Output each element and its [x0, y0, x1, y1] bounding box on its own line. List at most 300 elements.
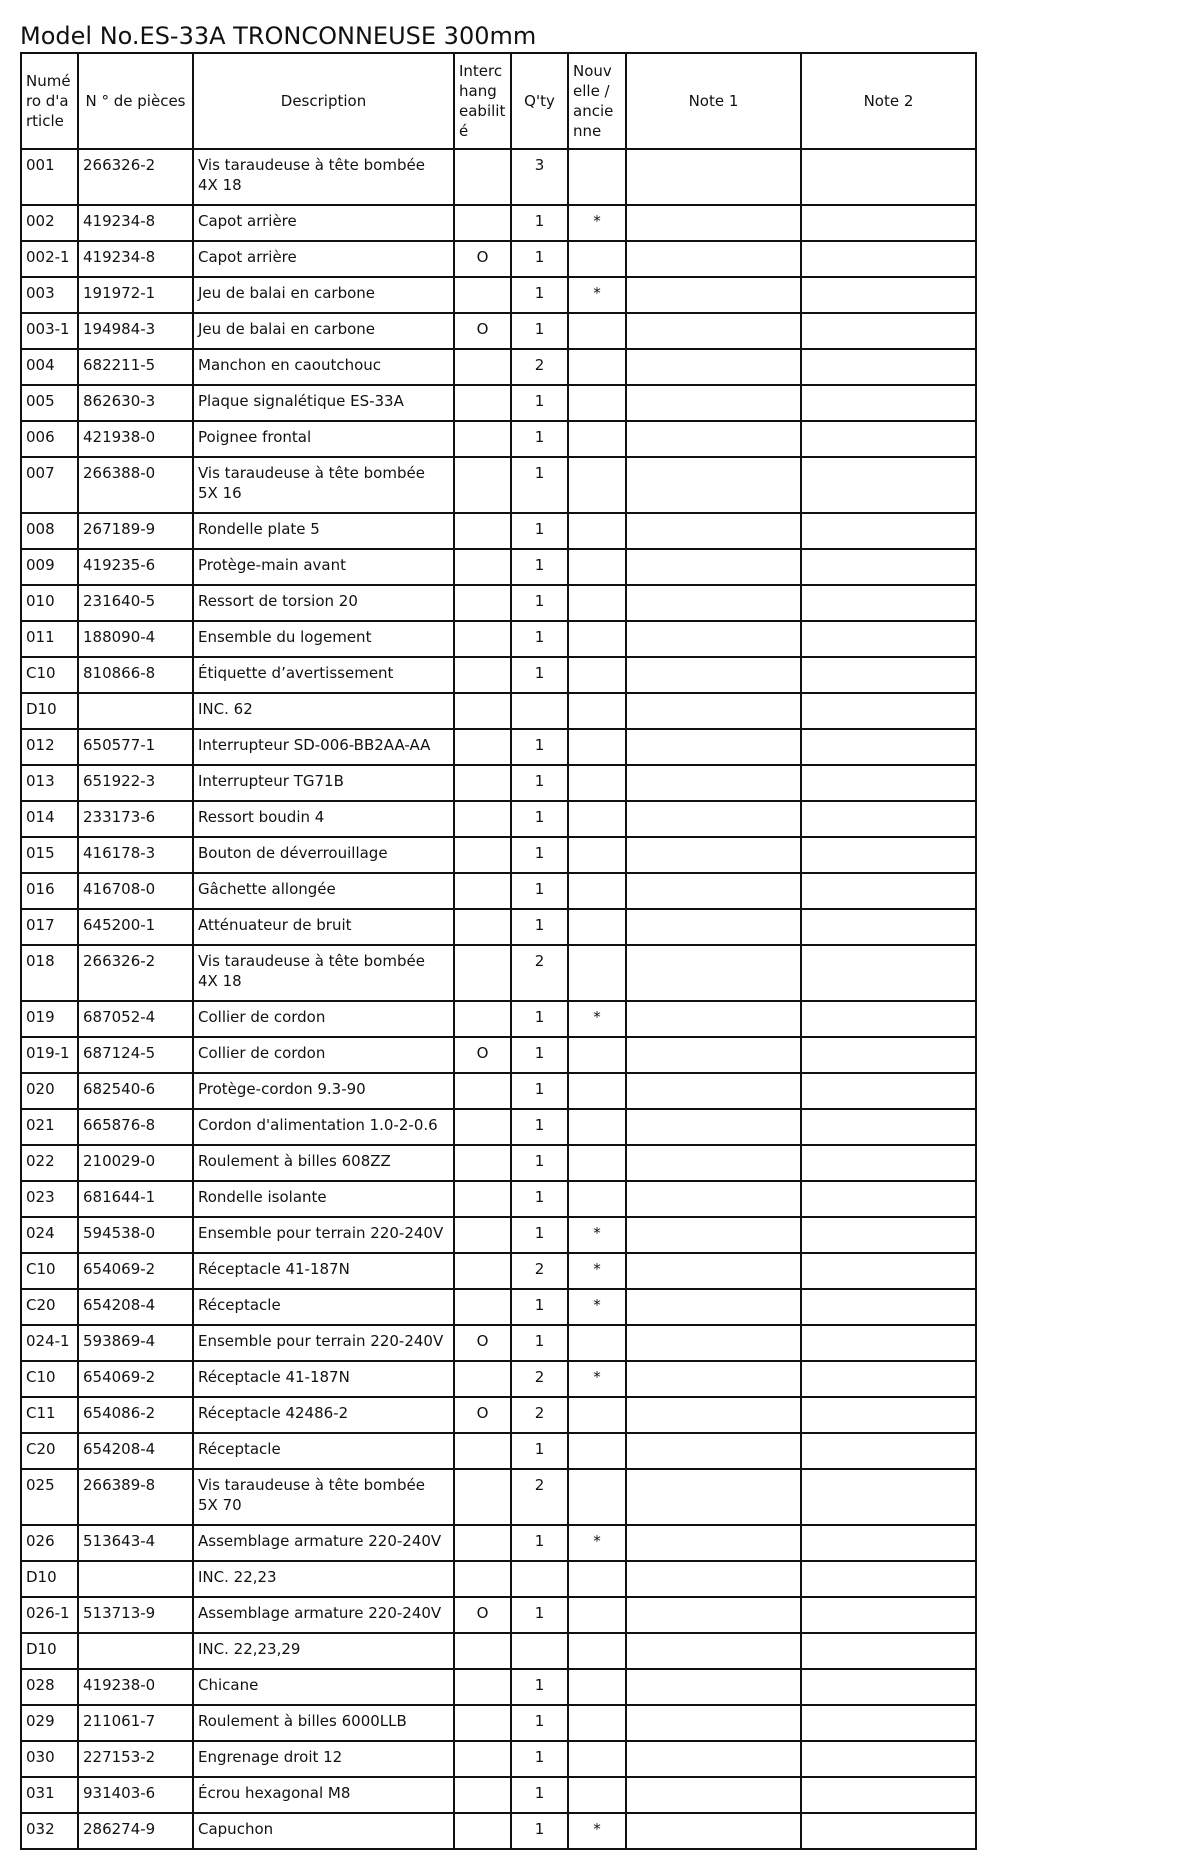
cell-new-old	[568, 1433, 626, 1469]
cell-note-1	[626, 205, 801, 241]
cell-description: Poignee frontal	[193, 421, 454, 457]
table-row	[21, 457, 976, 513]
table-row	[21, 277, 976, 313]
cell-note-2	[801, 205, 976, 241]
cell-note-2	[801, 1561, 976, 1597]
cell-new-old	[568, 1073, 626, 1109]
cell-description: Bouton de déverrouillage	[193, 837, 454, 873]
cell-part-no: 416178-3	[78, 837, 193, 873]
table-row	[21, 349, 976, 385]
cell-description: INC. 62	[193, 693, 454, 729]
cell-qty: 2	[511, 1469, 568, 1525]
cell-note-2	[801, 313, 976, 349]
cell-note-1	[626, 765, 801, 801]
cell-new-old	[568, 149, 626, 205]
cell-new-old	[568, 1561, 626, 1597]
cell-new-old	[568, 1741, 626, 1777]
cell-part-no: 645200-1	[78, 909, 193, 945]
cell-note-2	[801, 149, 976, 205]
cell-item-no: 019-1	[21, 1037, 78, 1073]
table-row	[21, 1433, 976, 1469]
cell-qty: 1	[511, 1597, 568, 1633]
cell-note-2	[801, 801, 976, 837]
cell-note-1	[626, 313, 801, 349]
cell-interchangeability	[454, 149, 511, 205]
cell-note-1	[626, 1037, 801, 1073]
cell-new-old	[568, 1669, 626, 1705]
cell-qty: 1	[511, 657, 568, 693]
cell-part-no: 665876-8	[78, 1109, 193, 1145]
cell-note-1	[626, 1073, 801, 1109]
cell-qty: 1	[511, 1289, 568, 1325]
cell-note-1	[626, 1397, 801, 1433]
cell-note-2	[801, 385, 976, 421]
cell-qty: 1	[511, 1705, 568, 1741]
cell-interchangeability: O	[454, 1597, 511, 1633]
table-row	[21, 1669, 976, 1705]
cell-note-1	[626, 1705, 801, 1741]
cell-qty: 1	[511, 385, 568, 421]
cell-interchangeability	[454, 277, 511, 313]
cell-interchangeability	[454, 1109, 511, 1145]
table-row	[21, 729, 976, 765]
cell-qty: 1	[511, 421, 568, 457]
cell-new-old: *	[568, 1525, 626, 1561]
cell-new-old	[568, 1705, 626, 1741]
cell-note-2	[801, 1325, 976, 1361]
cell-note-2	[801, 1813, 976, 1849]
cell-part-no: 266326-2	[78, 945, 193, 1001]
cell-part-no: 862630-3	[78, 385, 193, 421]
cell-description: Protège-cordon 9.3-90	[193, 1073, 454, 1109]
cell-qty: 1	[511, 1073, 568, 1109]
cell-item-no: 021	[21, 1109, 78, 1145]
cell-interchangeability	[454, 657, 511, 693]
cell-note-1	[626, 837, 801, 873]
cell-new-old	[568, 513, 626, 549]
cell-item-no: 017	[21, 909, 78, 945]
header-interchangeability: Interc hang eabilit é	[454, 53, 511, 149]
cell-description: Rondelle plate 5	[193, 513, 454, 549]
cell-interchangeability	[454, 1361, 511, 1397]
cell-note-2	[801, 1217, 976, 1253]
cell-item-no: C11	[21, 1397, 78, 1433]
cell-item-no: 028	[21, 1669, 78, 1705]
cell-description: Capot arrière	[193, 241, 454, 277]
cell-description: Interrupteur SD-006-BB2AA-AA	[193, 729, 454, 765]
cell-part-no: 654208-4	[78, 1289, 193, 1325]
cell-item-no: 026	[21, 1525, 78, 1561]
cell-new-old	[568, 313, 626, 349]
cell-part-no: 687052-4	[78, 1001, 193, 1037]
cell-new-old: *	[568, 1289, 626, 1325]
cell-note-2	[801, 277, 976, 313]
cell-part-no: 687124-5	[78, 1037, 193, 1073]
cell-description: Manchon en caoutchouc	[193, 349, 454, 385]
cell-interchangeability	[454, 1669, 511, 1705]
cell-note-1	[626, 1109, 801, 1145]
cell-qty: 2	[511, 1253, 568, 1289]
cell-item-no: 002	[21, 205, 78, 241]
cell-note-2	[801, 513, 976, 549]
cell-interchangeability	[454, 909, 511, 945]
cell-part-no: 654069-2	[78, 1253, 193, 1289]
cell-new-old	[568, 1777, 626, 1813]
cell-item-no: D10	[21, 1561, 78, 1597]
cell-note-1	[626, 549, 801, 585]
cell-note-1	[626, 657, 801, 693]
cell-new-old: *	[568, 1813, 626, 1849]
cell-description: Assemblage armature 220-240V	[193, 1525, 454, 1561]
cell-qty: 1	[511, 1813, 568, 1849]
cell-note-1	[626, 149, 801, 205]
cell-part-no: 231640-5	[78, 585, 193, 621]
cell-note-2	[801, 1777, 976, 1813]
cell-part-no: 421938-0	[78, 421, 193, 457]
cell-item-no: C20	[21, 1289, 78, 1325]
cell-description: Roulement à billes 6000LLB	[193, 1705, 454, 1741]
cell-description: Écrou hexagonal M8	[193, 1777, 454, 1813]
table-row	[21, 1525, 976, 1561]
cell-description: Collier de cordon	[193, 1001, 454, 1037]
cell-note-2	[801, 837, 976, 873]
table-row	[21, 837, 976, 873]
table-row	[21, 1741, 976, 1777]
cell-item-no: 002-1	[21, 241, 78, 277]
cell-new-old	[568, 837, 626, 873]
cell-item-no: 025	[21, 1469, 78, 1525]
table-row	[21, 1705, 976, 1741]
cell-description: Jeu de balai en carbone	[193, 277, 454, 313]
cell-qty: 1	[511, 277, 568, 313]
cell-note-1	[626, 1217, 801, 1253]
cell-note-1	[626, 385, 801, 421]
cell-note-2	[801, 1633, 976, 1669]
cell-item-no: 012	[21, 729, 78, 765]
cell-note-1	[626, 621, 801, 657]
cell-part-no: 654086-2	[78, 1397, 193, 1433]
cell-interchangeability	[454, 945, 511, 1001]
cell-new-old	[568, 1109, 626, 1145]
cell-new-old: *	[568, 205, 626, 241]
cell-part-no: 266326-2	[78, 149, 193, 205]
cell-note-1	[626, 1561, 801, 1597]
table-row	[21, 801, 976, 837]
cell-interchangeability	[454, 621, 511, 657]
cell-description: Réceptacle	[193, 1433, 454, 1469]
table-row	[21, 1561, 976, 1597]
table-row	[21, 149, 976, 205]
cell-item-no: C10	[21, 657, 78, 693]
cell-part-no: 651922-3	[78, 765, 193, 801]
cell-part-no: 654069-2	[78, 1361, 193, 1397]
cell-part-no: 419235-6	[78, 549, 193, 585]
cell-item-no: D10	[21, 1633, 78, 1669]
table-row	[21, 513, 976, 549]
cell-item-no: 004	[21, 349, 78, 385]
cell-new-old: *	[568, 1361, 626, 1397]
table-row	[21, 1145, 976, 1181]
cell-new-old	[568, 385, 626, 421]
cell-note-1	[626, 1777, 801, 1813]
cell-part-no: 594538-0	[78, 1217, 193, 1253]
cell-part-no: 654208-4	[78, 1433, 193, 1469]
cell-item-no: C20	[21, 1433, 78, 1469]
cell-part-no: 286274-9	[78, 1813, 193, 1849]
cell-qty: 1	[511, 1669, 568, 1705]
cell-part-no: 233173-6	[78, 801, 193, 837]
cell-interchangeability	[454, 421, 511, 457]
cell-qty: 1	[511, 873, 568, 909]
cell-note-2	[801, 1597, 976, 1633]
cell-new-old	[568, 585, 626, 621]
cell-new-old	[568, 549, 626, 585]
cell-qty: 1	[511, 313, 568, 349]
cell-part-no: 267189-9	[78, 513, 193, 549]
cell-interchangeability	[454, 349, 511, 385]
cell-item-no: 015	[21, 837, 78, 873]
table-row	[21, 549, 976, 585]
cell-note-2	[801, 729, 976, 765]
cell-qty: 2	[511, 1361, 568, 1397]
cell-qty: 1	[511, 1001, 568, 1037]
cell-interchangeability	[454, 837, 511, 873]
cell-part-no: 419234-8	[78, 241, 193, 277]
cell-part-no	[78, 1561, 193, 1597]
cell-note-1	[626, 1633, 801, 1669]
table-row	[21, 621, 976, 657]
cell-interchangeability	[454, 457, 511, 513]
cell-description: Chicane	[193, 1669, 454, 1705]
table-row	[21, 1325, 976, 1361]
cell-part-no: 266388-0	[78, 457, 193, 513]
cell-item-no: C10	[21, 1361, 78, 1397]
cell-description: Ensemble pour terrain 220-240V	[193, 1325, 454, 1361]
cell-description: Réceptacle 41-187N	[193, 1361, 454, 1397]
cell-description: Réceptacle 41-187N	[193, 1253, 454, 1289]
cell-description: Ensemble pour terrain 220-240V	[193, 1217, 454, 1253]
cell-new-old	[568, 909, 626, 945]
table-row	[21, 1073, 976, 1109]
cell-part-no: 416708-0	[78, 873, 193, 909]
cell-description: Réceptacle 42486-2	[193, 1397, 454, 1433]
cell-note-2	[801, 1433, 976, 1469]
cell-qty: 1	[511, 513, 568, 549]
cell-interchangeability	[454, 1813, 511, 1849]
cell-description: Rondelle isolante	[193, 1181, 454, 1217]
table-row	[21, 385, 976, 421]
cell-interchangeability	[454, 1469, 511, 1525]
header-part-no: N ° de pièces	[78, 53, 193, 149]
table-body	[21, 149, 976, 1849]
cell-note-2	[801, 1397, 976, 1433]
cell-item-no: 010	[21, 585, 78, 621]
cell-interchangeability	[454, 1777, 511, 1813]
cell-qty: 1	[511, 765, 568, 801]
cell-new-old	[568, 1633, 626, 1669]
cell-part-no: 266389-8	[78, 1469, 193, 1525]
cell-new-old	[568, 1181, 626, 1217]
cell-note-2	[801, 349, 976, 385]
table-row	[21, 1037, 976, 1073]
cell-qty: 1	[511, 457, 568, 513]
cell-note-2	[801, 657, 976, 693]
cell-item-no: 020	[21, 1073, 78, 1109]
cell-item-no: 016	[21, 873, 78, 909]
cell-interchangeability	[454, 873, 511, 909]
cell-note-1	[626, 349, 801, 385]
cell-note-2	[801, 1525, 976, 1561]
cell-part-no: 810866-8	[78, 657, 193, 693]
cell-new-old	[568, 1145, 626, 1181]
table-row	[21, 1813, 976, 1849]
cell-note-1	[626, 1253, 801, 1289]
cell-part-no: 188090-4	[78, 621, 193, 657]
cell-note-1	[626, 1001, 801, 1037]
cell-note-1	[626, 1669, 801, 1705]
table-row	[21, 1597, 976, 1633]
cell-new-old	[568, 1597, 626, 1633]
cell-description: INC. 22,23,29	[193, 1633, 454, 1669]
cell-new-old	[568, 765, 626, 801]
cell-part-no: 682540-6	[78, 1073, 193, 1109]
cell-note-1	[626, 1361, 801, 1397]
cell-item-no: 019	[21, 1001, 78, 1037]
cell-interchangeability	[454, 513, 511, 549]
cell-interchangeability	[454, 1001, 511, 1037]
cell-note-1	[626, 585, 801, 621]
cell-qty	[511, 1561, 568, 1597]
header-description: Description	[193, 53, 454, 149]
cell-part-no: 211061-7	[78, 1705, 193, 1741]
cell-description: Vis taraudeuse à tête bombée 4X 18	[193, 149, 454, 205]
cell-note-1	[626, 1741, 801, 1777]
cell-note-2	[801, 1109, 976, 1145]
cell-note-1	[626, 457, 801, 513]
cell-note-1	[626, 241, 801, 277]
cell-interchangeability	[454, 693, 511, 729]
parts-table	[20, 52, 977, 1850]
cell-item-no: 026-1	[21, 1597, 78, 1633]
cell-interchangeability	[454, 1073, 511, 1109]
cell-note-1	[626, 873, 801, 909]
cell-description: Ressort boudin 4	[193, 801, 454, 837]
cell-note-2	[801, 1145, 976, 1181]
cell-item-no: 029	[21, 1705, 78, 1741]
cell-item-no: 013	[21, 765, 78, 801]
cell-qty: 1	[511, 1145, 568, 1181]
cell-item-no: 001	[21, 149, 78, 205]
header-new-old: Nouv elle / ancie nne	[568, 53, 626, 149]
cell-description: Ressort de torsion 20	[193, 585, 454, 621]
cell-interchangeability: O	[454, 1325, 511, 1361]
table-row	[21, 241, 976, 277]
table-row	[21, 657, 976, 693]
header-qty: Q'ty	[511, 53, 568, 149]
cell-new-old	[568, 729, 626, 765]
table-row	[21, 1633, 976, 1669]
cell-new-old	[568, 657, 626, 693]
cell-part-no: 513643-4	[78, 1525, 193, 1561]
cell-note-2	[801, 1181, 976, 1217]
cell-new-old	[568, 241, 626, 277]
cell-description: Ensemble du logement	[193, 621, 454, 657]
cell-new-old	[568, 945, 626, 1001]
cell-note-2	[801, 909, 976, 945]
cell-interchangeability	[454, 1289, 511, 1325]
cell-interchangeability: O	[454, 313, 511, 349]
cell-description: Plaque signalétique ES-33A	[193, 385, 454, 421]
cell-item-no: 030	[21, 1741, 78, 1777]
cell-qty: 1	[511, 585, 568, 621]
table-row	[21, 1253, 976, 1289]
table-row	[21, 693, 976, 729]
cell-qty: 2	[511, 945, 568, 1001]
cell-interchangeability: O	[454, 1037, 511, 1073]
cell-description: INC. 22,23	[193, 1561, 454, 1597]
cell-description: Capot arrière	[193, 205, 454, 241]
cell-part-no	[78, 1633, 193, 1669]
cell-qty: 1	[511, 909, 568, 945]
cell-note-1	[626, 1597, 801, 1633]
cell-item-no: 003-1	[21, 313, 78, 349]
table-row	[21, 1217, 976, 1253]
table-row	[21, 1181, 976, 1217]
cell-note-2	[801, 621, 976, 657]
cell-interchangeability	[454, 1525, 511, 1561]
cell-note-1	[626, 909, 801, 945]
cell-description: Vis taraudeuse à tête bombée 4X 18	[193, 945, 454, 1001]
cell-note-1	[626, 729, 801, 765]
cell-new-old: *	[568, 277, 626, 313]
table-row	[21, 421, 976, 457]
cell-part-no: 191972-1	[78, 277, 193, 313]
cell-note-2	[801, 1073, 976, 1109]
cell-qty: 1	[511, 549, 568, 585]
cell-description: Engrenage droit 12	[193, 1741, 454, 1777]
cell-part-no: 593869-4	[78, 1325, 193, 1361]
cell-note-1	[626, 421, 801, 457]
cell-new-old	[568, 349, 626, 385]
header-item-no: Numé ro d'a rticle	[21, 53, 78, 149]
cell-note-2	[801, 1037, 976, 1073]
cell-new-old	[568, 621, 626, 657]
cell-item-no: 014	[21, 801, 78, 837]
cell-note-2	[801, 1705, 976, 1741]
cell-qty	[511, 693, 568, 729]
cell-item-no: 007	[21, 457, 78, 513]
cell-item-no: 006	[21, 421, 78, 457]
cell-interchangeability	[454, 1217, 511, 1253]
cell-note-2	[801, 693, 976, 729]
cell-item-no: 018	[21, 945, 78, 1001]
cell-note-1	[626, 1469, 801, 1525]
cell-qty: 1	[511, 729, 568, 765]
table-row	[21, 1109, 976, 1145]
header-note-1: Note 1	[626, 53, 801, 149]
cell-note-1	[626, 1813, 801, 1849]
cell-item-no: 022	[21, 1145, 78, 1181]
table-header	[21, 53, 976, 149]
cell-description: Roulement à billes 608ZZ	[193, 1145, 454, 1181]
cell-part-no: 419238-0	[78, 1669, 193, 1705]
table-row	[21, 945, 976, 1001]
cell-note-2	[801, 765, 976, 801]
cell-new-old	[568, 693, 626, 729]
cell-note-1	[626, 1289, 801, 1325]
cell-item-no: 011	[21, 621, 78, 657]
table-row	[21, 873, 976, 909]
